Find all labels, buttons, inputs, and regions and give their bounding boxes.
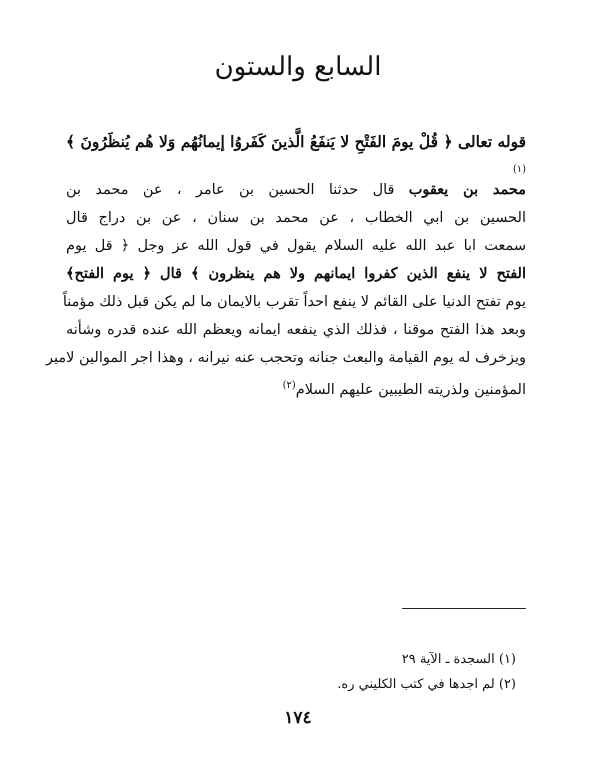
hadith-paragraph bbox=[46, 176, 527, 404]
paragraph-line: سمعت ابا عبد الله عليه السلام يقول في قول الله عز وجل ﴿ قل يوم bbox=[66, 238, 526, 254]
paragraph-line: محمد بن يعقوب قال حدثنا الحسين بن عامر ، عن محمد بن bbox=[66, 181, 526, 198]
verse-text: قوله تعالى ﴿ قُلْ يومَ الفَتْحِ لا يَنفَعُ الَّذينَ كَفَروُا إيمانُهُم وَلا هُم يُنظَرُونَ ﴾ bbox=[66, 132, 526, 151]
footnote-2: (٢) لم اجدها في كتب الكليني ره. bbox=[337, 677, 516, 692]
paragraph-line: الحسين بن ابي الخطاب ، عن محمد بن سنان ، عن بن دراج قال bbox=[66, 210, 526, 226]
narrator-name: محمد بن يعقوب bbox=[408, 181, 526, 198]
footnote-ref-2: (٢) bbox=[282, 380, 296, 391]
paragraph-line: الفتح لا ينفع الذين كفروا ايمانهم ولا هم ينظرون ﴾ قال ﴿ يوم الفتح﴾ bbox=[66, 265, 527, 282]
footnote-separator bbox=[402, 608, 526, 609]
chapter-title: السابع والستون bbox=[214, 52, 382, 82]
verse-quote: الفتح لا ينفع الذين كفروا ايمانهم ولا هم ينظرون ﴾ bbox=[190, 265, 527, 282]
footnote-ref-1: (١) bbox=[512, 164, 526, 175]
paragraph-line: ويزخرف له يوم القيامة والبعث جنانه وتحجب عنه نيرانه ، وهذا اجر الموالين لامير bbox=[46, 350, 526, 366]
footnote-1: (١) السجدة ـ الآية ٢٩ bbox=[401, 652, 516, 667]
page-number: ١٧٤ bbox=[284, 708, 312, 728]
paragraph-line: يوم تفتح الدنيا على القائم لا ينفع احداً تقرب بالايمان ما لم يكن قبل ذلك مؤمناً bbox=[62, 294, 526, 310]
paragraph-line: المؤمنين ولذريته الطيبين عليهم السلام$^{(٢)}$ bbox=[282, 380, 526, 398]
paragraph-line: وبعد هذا الفتح موقنا ، فذلك الذي ينفعه ايمانه ويعظم الله عنده قدره وشأنه bbox=[66, 322, 526, 338]
